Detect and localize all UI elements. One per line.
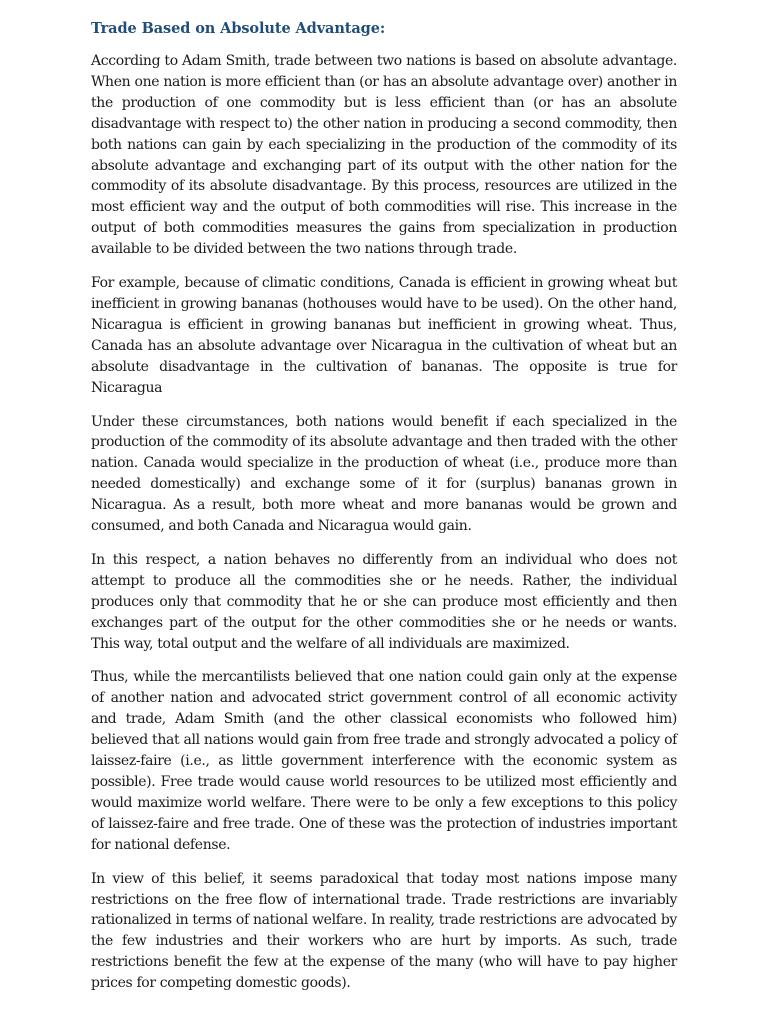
paragraph-individual-analogy: In this respect, a nation behaves no differently from an individual who does not attempt to produce all the commodities she or he needs. Rather, the individual produces only that commodity that he or she can produce most efficiently and then exchanges part of the output for the other commodities she or he needs or wants. This way, total output and the welfare of all individuals are maximized.	[91, 551, 677, 652]
paragraph-absolute-advantage: According to Adam Smith, trade between two nations is based on absolute advantage. When one nation is more efficient than (or has an absolute advantage over) another in the production of one commodity but is less efficient than (or has an absolute disadvantage with respect to) the other nation in producing a second commodity, then both nations can gain by each specializing in the production of the commodity of its absolute advantage and exchanging part of its output with the other nation for the commodity of its absolute disadvantage. By this process, resources are utilized in the most efficient way and the output of both commodities will rise. This increase in the output of both commodities measures the gains from specialization in production available to be divided between the two nations through trade.	[91, 53, 677, 258]
section-heading: Trade Based on Absolute Advantage:	[91, 20, 386, 37]
paragraph-trade-restrictions: In view of this belief, it seems paradoxical that today most nations impose many restrictions on the free flow of international trade. Trade restrictions are invariably rationalized in terms of national welfare. In reality, trade restrictions are advocated by the few industries and their workers who are hurt by imports. As such, trade restrictions benefit the few at the expense of the many (who will have to pay higher prices for competing domestic goods).	[91, 870, 677, 992]
paragraph-circumstances: Under these circumstances, both nations would benefit if each specialized in the production of the commodity of its absolute advantage and then traded with the other nation. Canada would specialize in the production of wheat (i.e., produce more than needed domestically) and exchange some of it for (surplus) bananas grown in Nicaragua. As a result, both more wheat and more bananas would be grown and consumed, and both Canada and Nicaragua would gain.	[91, 413, 677, 535]
paragraph-example: For example, because of climatic conditions, Canada is efficient in growing wheat but inefficient in growing bananas (hothouses would have to be used). On the other hand, Nicaragua is efficient in growing bananas but inefficient in growing wheat. Thus, Canada has an absolute advantage over Nicaragua in the cultivation of wheat but an absolute disadvantage in the cultivation of bananas. The opposite is true for Nicaragua	[91, 275, 677, 396]
paragraph-mercantilists: Thus, while the mercantilists believed that one nation could gain only at the expense of another nation and advocated strict government control of all economic activity and trade, Adam Smith (and the other classical economists who followed him) believed that all nations would gain from free trade and strongly advocated a policy of laissez-faire (i.e., as little government interference with the economic system as possible). Free trade would cause world resources to be utilized most efficiently and would maximize world welfare. There were to be only a few exceptions to this policy of laissez-faire and free trade. One of these was the protection of industries important for national defense.	[91, 669, 677, 853]
